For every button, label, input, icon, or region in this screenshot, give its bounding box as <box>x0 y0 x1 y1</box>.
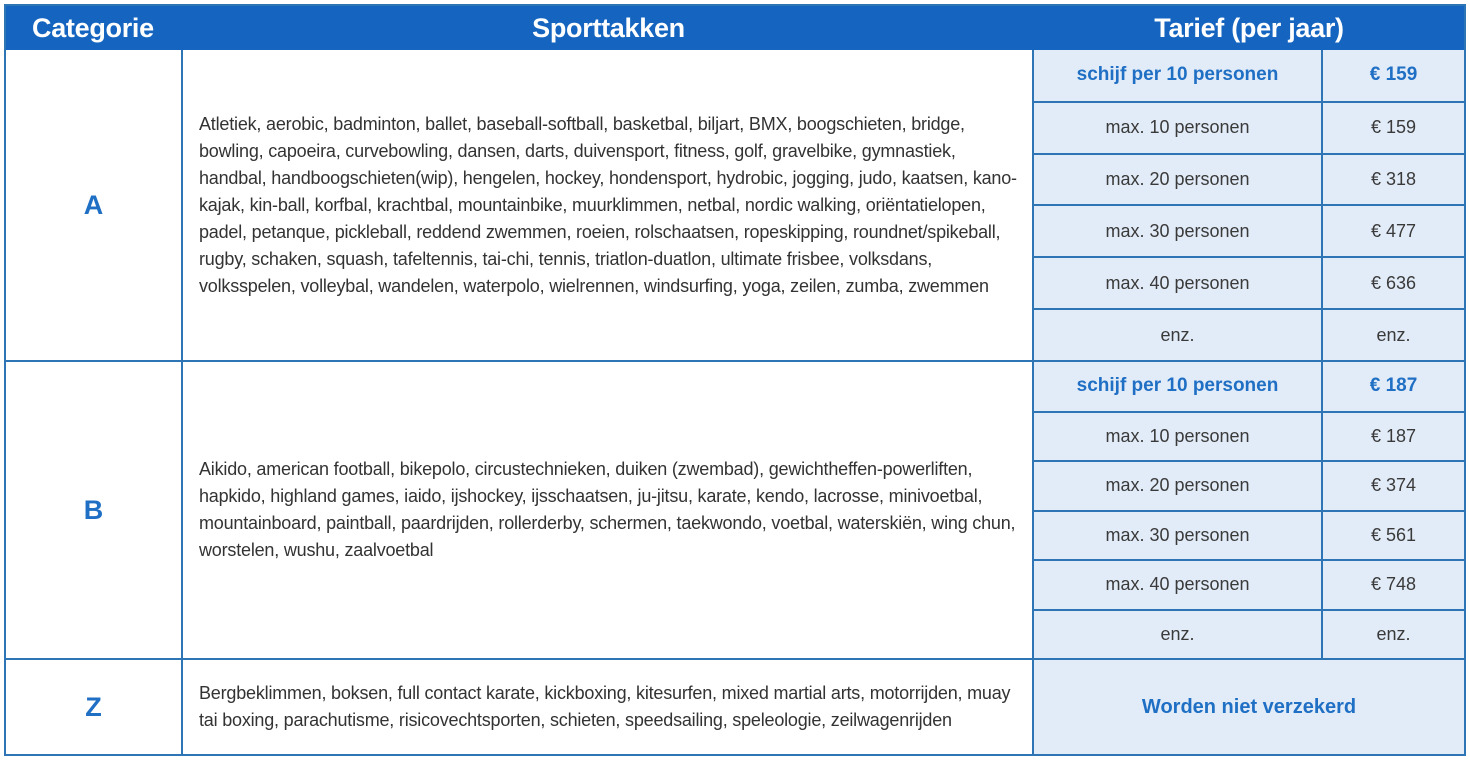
tariff-row <box>1034 611 1464 659</box>
tariff-row <box>1034 362 1464 413</box>
tariff-price: € 159 <box>1370 117 1417 138</box>
tariff-price: € 374 <box>1370 475 1417 496</box>
tariff-row <box>1034 561 1464 611</box>
tariff-subtable <box>1034 50 1464 360</box>
tariff-row <box>1034 103 1464 155</box>
tariff-row <box>1034 258 1464 310</box>
tariff-row <box>1034 155 1464 207</box>
tariff-price: € 636 <box>1370 272 1417 293</box>
sports-pricing-table <box>4 4 1466 756</box>
tariff-price: € 318 <box>1370 169 1417 190</box>
header-tarief: Tarief (per jaar) <box>1154 12 1344 43</box>
tariff-price: enz. <box>1376 623 1411 644</box>
table-row-category-a <box>6 50 1464 362</box>
sports-list <box>183 660 1034 754</box>
header-sporttakken: Sporttakken <box>532 12 685 43</box>
tariff-label: max. 20 personen <box>1034 462 1323 510</box>
tariff-label: max. 30 personen <box>1034 512 1323 560</box>
category-letter: Z <box>6 660 183 754</box>
category-letter: A <box>6 50 183 360</box>
tariff-label: max. 20 personen <box>1034 155 1323 205</box>
tariff-label: max. 10 personen <box>1034 103 1323 153</box>
tariff-price: € 477 <box>1370 220 1417 241</box>
tariff-price: € 561 <box>1370 524 1417 545</box>
tariff-row <box>1034 462 1464 512</box>
tariff-row <box>1034 50 1464 103</box>
tariff-price: enz. <box>1376 324 1411 345</box>
tariff-label: enz. <box>1034 611 1323 659</box>
tariff-row <box>1034 512 1464 562</box>
tariff-price: € 187 <box>1370 425 1417 446</box>
tariff-row <box>1034 413 1464 463</box>
tariff-label: schijf per 10 personen <box>1034 50 1323 101</box>
tariff-price: € 187 <box>1369 375 1418 397</box>
tariff-subtable <box>1034 362 1464 658</box>
tariff-row <box>1034 310 1464 360</box>
table-row-category-b <box>6 362 1464 660</box>
tariff-label: max. 40 personen <box>1034 561 1323 609</box>
sports-list <box>183 362 1034 658</box>
sports-list <box>183 50 1034 360</box>
sports-list-text: Aikido, american football, bikepolo, circustechnieken, duiken (zwembad), gewichtheffen-powerliften, hapkido, highland games, iaido, ijshockey, ijsschaatsen, ju-jitsu, karate, kendo, lacrosse, minivoetbal, mountainboard, paintball, paardrijden, rollerderby, schermen, taekwondo, voetbal, waterskiën, wing chun, worstelen, wushu, zaalvoetbal <box>199 459 1016 560</box>
sports-list-text: Bergbeklimmen, boksen, full contact karate, kickboxing, kitesurfen, mixed martial arts, motorrijden, muay tai boxing, parachutisme, risicovechtsporten, schieten, speedsailing, speleologie, zeilwagenrijden <box>199 683 1011 730</box>
tariff-price: € 748 <box>1370 574 1417 595</box>
header-categorie: Categorie <box>32 12 154 43</box>
no-coverage-cell: Worden niet verzekerd <box>1034 660 1464 754</box>
category-letter: B <box>6 362 183 658</box>
tariff-label: max. 30 personen <box>1034 206 1323 256</box>
sports-list-text: Atletiek, aerobic, badminton, ballet, baseball-softball, basketbal, biljart, BMX, boogschieten, bridge, bowling, capoeira, curvebowling, dansen, darts, duivensport, fitness, golf, gravelbike, gymnastiek, handbal, handboogschieten(wip), hengelen, hockey, hondensport, hydrobic, jogging, judo, kaatsen, kano-kajak, kin-ball, korfbal, krachtbal, mountainbike, muurklimmen, netbal, nordic walking, oriëntatielopen, padel, petanque, pickleball, reddend zwemmen, roeien, rolschaatsen, ropeskipping, roundnet/spikeball, rugby, schaken, squash, tafeltennis, tai-chi, tennis, triatlon-duatlon, ultimate frisbee, volksdans, volksspelen, volleybal, wandelen, waterpolo, wielrennen, windsurfing, yoga, zeilen, zumba, zwemmen <box>199 113 1017 296</box>
tariff-label: schijf per 10 personen <box>1034 362 1323 411</box>
tariff-row <box>1034 206 1464 258</box>
tariff-label: max. 40 personen <box>1034 258 1323 308</box>
tariff-label: max. 10 personen <box>1034 413 1323 461</box>
table-row-category-z <box>6 660 1464 754</box>
tariff-price: € 159 <box>1369 64 1418 86</box>
tariff-label: enz. <box>1034 310 1323 360</box>
table-header-row <box>6 6 1464 50</box>
